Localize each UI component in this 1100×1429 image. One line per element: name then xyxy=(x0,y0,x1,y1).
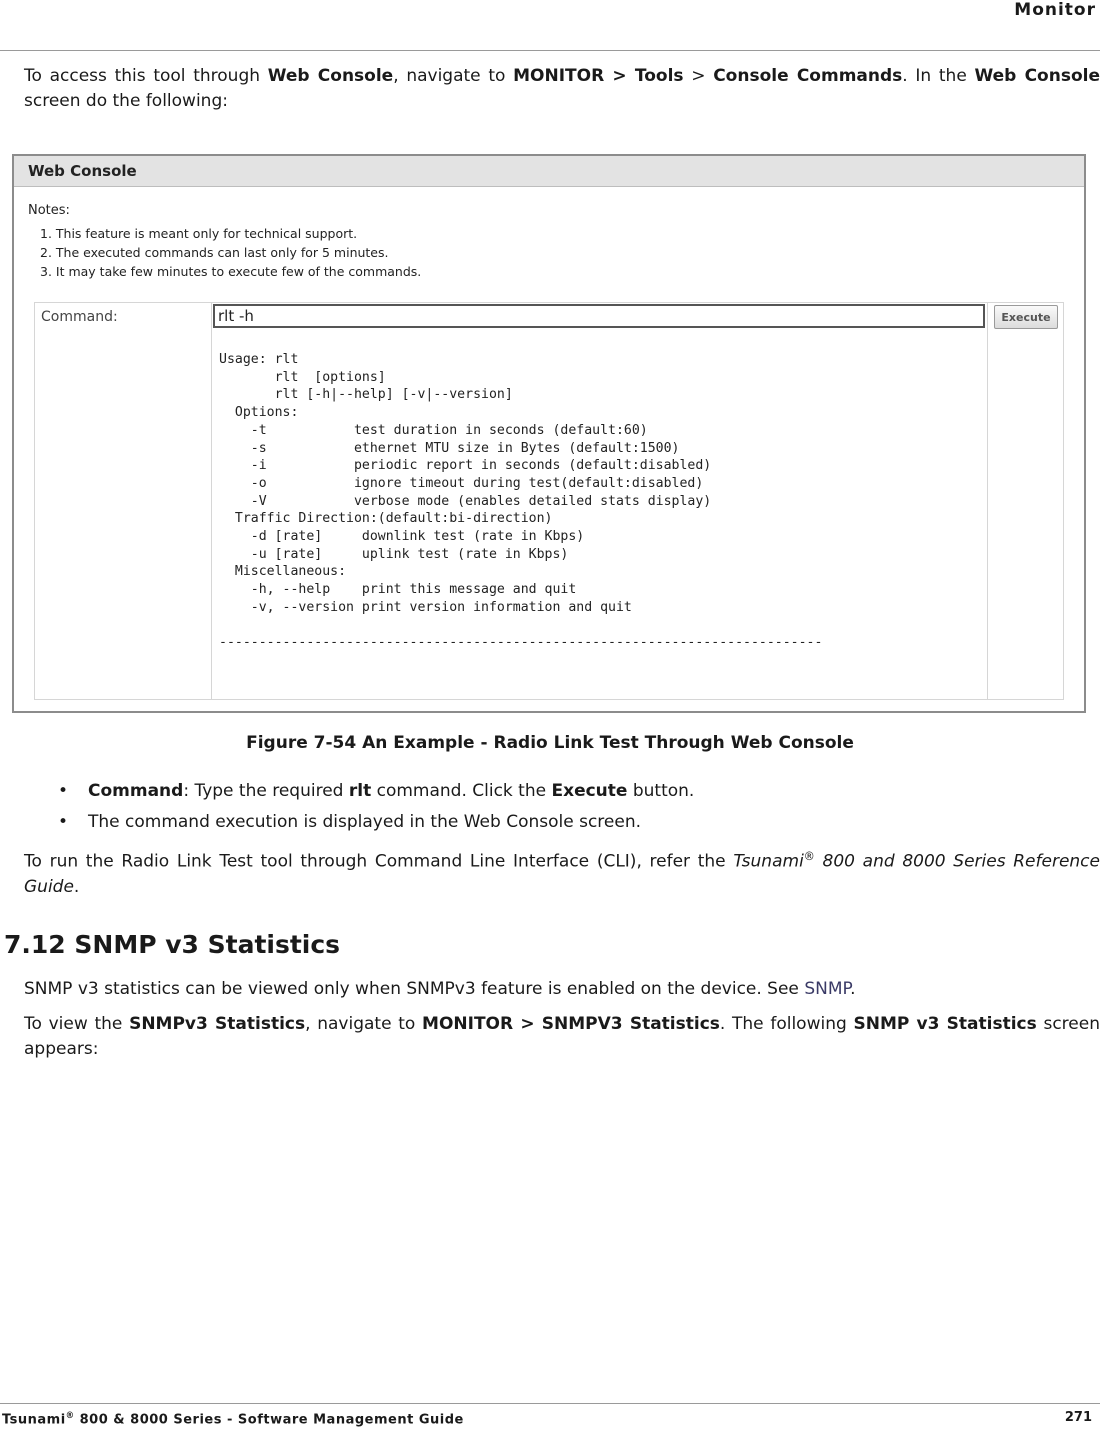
note-item: 3. It may take few minutes to execute few of the commands. xyxy=(40,264,422,279)
page-header-title: Monitor xyxy=(1014,0,1096,20)
web-console-figure xyxy=(12,154,1086,713)
figure-caption: Figure 7-54 An Example - Radio Link Test Through Web Console xyxy=(246,733,854,753)
page-number: 271 xyxy=(1064,1410,1092,1425)
bullet-icon: • xyxy=(58,812,69,832)
command-input[interactable] xyxy=(213,304,985,328)
cli-paragraph: To run the Radio Link Test tool through Command Line Interface (CLI), refer the Tsunami® 800 and 8000 Series Reference Guide. xyxy=(24,850,1100,897)
snmp-link[interactable]: SNMP xyxy=(804,979,851,999)
note-item: 1. This feature is meant only for technical support. xyxy=(40,226,358,241)
command-label: Command: xyxy=(41,309,118,325)
bullet-icon: • xyxy=(58,781,69,801)
instruction-list xyxy=(58,776,694,838)
command-label-cell xyxy=(35,303,212,699)
list-item: • Command: Type the required rlt command. Click the Execute button. xyxy=(58,776,694,807)
web-console-title: Web Console xyxy=(28,162,137,180)
snmp-paragraph-2: To view the SNMPv3 Statistics, navigate to MONITOR > SNMPV3 Statistics. The following SNMP v3 Statistics screen appears: xyxy=(24,1014,1100,1059)
intro-paragraph: To access this tool through Web Console, navigate to MONITOR > Tools > Console Commands. In the Web Console screen do the following: xyxy=(24,66,1100,111)
section-heading: 7.12 SNMP v3 Statistics xyxy=(4,930,341,959)
command-panel xyxy=(34,302,1064,700)
execute-cell xyxy=(987,303,1065,699)
notes-list xyxy=(40,224,421,281)
header-divider xyxy=(0,50,1100,51)
snmp-paragraph-1: SNMP v3 statistics can be viewed only when SNMPv3 feature is enabled on the device. See SNMP. xyxy=(24,979,856,999)
notes-label: Notes: xyxy=(28,203,70,218)
footer-document-title: Tsunami® 800 & 8000 Series - Software Management Guide xyxy=(2,1410,464,1428)
execute-button[interactable]: Execute xyxy=(994,305,1058,329)
list-item: • The command execution is displayed in the Web Console screen. xyxy=(58,807,694,838)
web-console-titlebar xyxy=(14,156,1084,187)
footer-divider xyxy=(0,1403,1100,1404)
note-item: 2. The executed commands can last only for 5 minutes. xyxy=(40,245,389,260)
command-output: Usage: rlt rlt [options] rlt [-h|--help] [-v|--version] Options: -t test duration in seconds (default:60) -s ethernet MTU size in Bytes (default:1500) -i periodic report in seconds (default:disabled) -o ignore timeout during test(default:disabled) -V verbose mode (enables detailed stats display) Traffic Direction:(default:bi-direction) -d [rate] downlink test (rate in Kbps) -u [rate] uplink test (rate in Kbps) Miscellaneous: -h, --help print this message and quit -v, --version print version information and quit ---------------------------------------------------------------------------- xyxy=(219,352,823,651)
